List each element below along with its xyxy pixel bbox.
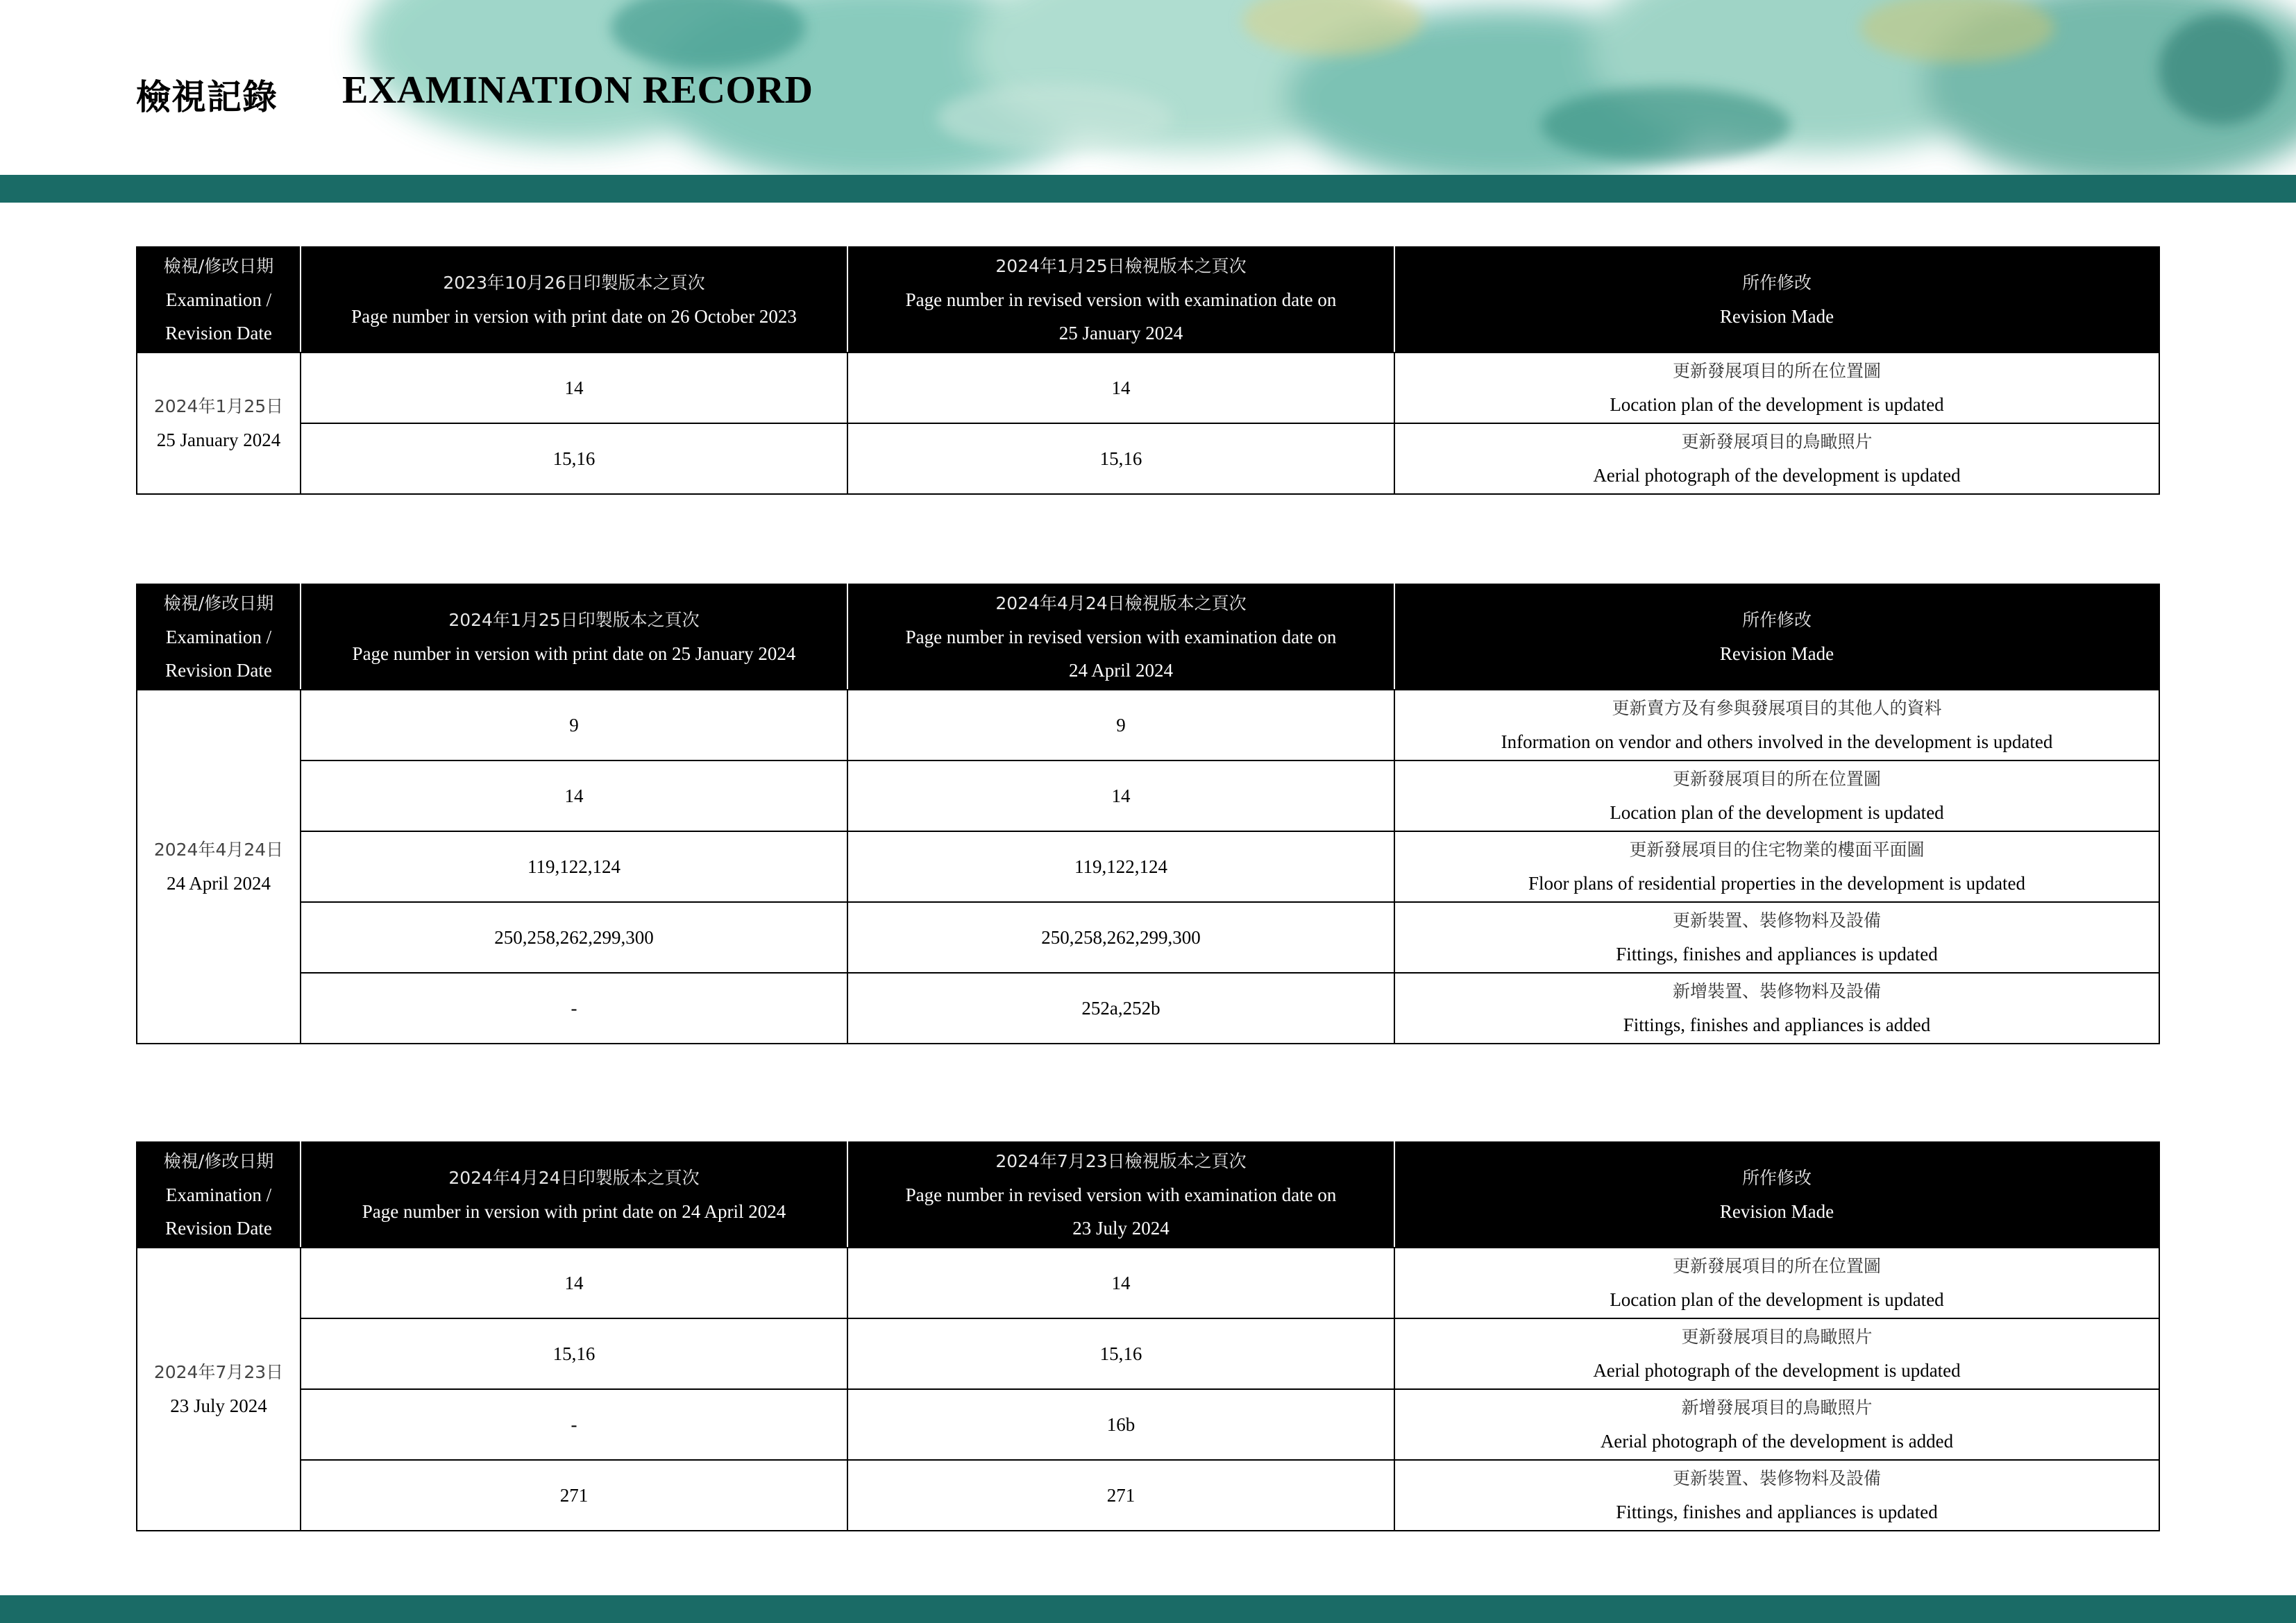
header-new-page: 2024年7月23日檢視版本之頁次 Page number in revised version with examination date on 23 July 2024: [847, 1142, 1394, 1248]
page-title-zh: 檢視記錄: [136, 77, 278, 117]
new-page-cell: 15,16: [847, 423, 1394, 494]
table-row: [137, 1248, 2159, 1318]
top-divider-bar: [0, 175, 2296, 203]
new-page-cell: 14: [847, 760, 1394, 831]
old-page-cell: 14: [301, 1248, 847, 1318]
new-page-cell: 15,16: [847, 1318, 1394, 1389]
new-page-cell: 119,122,124: [847, 831, 1394, 902]
examination-table-3: [136, 1141, 2160, 1531]
revision-date-cell: 2024年7月23日 23 July 2024: [137, 1248, 301, 1531]
old-page-cell: 9: [301, 690, 847, 760]
header-revision: 所作修改 Revision Made: [1394, 1142, 2159, 1248]
new-page-cell: 252a,252b: [847, 973, 1394, 1044]
table-header-row: [137, 1142, 2159, 1248]
table-row: [137, 423, 2159, 494]
new-page-cell: 250,258,262,299,300: [847, 902, 1394, 973]
table-row: [137, 760, 2159, 831]
table-row: [137, 690, 2159, 760]
old-page-cell: 14: [301, 352, 847, 423]
revision-cell: 更新發展項目的所在位置圖 Location plan of the development is updated: [1394, 760, 2159, 831]
new-page-cell: 14: [847, 352, 1394, 423]
revision-cell: 更新裝置、裝修物料及設備 Fittings, finishes and appliances is updated: [1394, 1460, 2159, 1531]
revision-cell: 新增發展項目的鳥瞰照片 Aerial photograph of the development is added: [1394, 1389, 2159, 1460]
revision-cell: 更新賣方及有參與發展項目的其他人的資料 Information on vendor and others involved in the development is updated: [1394, 690, 2159, 760]
header-old-page: 2023年10月26日印製版本之頁次 Page number in version with print date on 26 October 2023: [301, 247, 847, 352]
examination-table-1: [136, 246, 2160, 495]
table-header-row: [137, 584, 2159, 690]
old-page-cell: -: [301, 973, 847, 1044]
revision-cell: 更新發展項目的鳥瞰照片 Aerial photograph of the development is updated: [1394, 423, 2159, 494]
old-page-cell: -: [301, 1389, 847, 1460]
revision-cell: 更新發展項目的所在位置圖 Location plan of the development is updated: [1394, 352, 2159, 423]
revision-cell: 更新裝置、裝修物料及設備 Fittings, finishes and appliances is updated: [1394, 902, 2159, 973]
new-page-cell: 14: [847, 1248, 1394, 1318]
table-header-row: [137, 247, 2159, 352]
table-row: [137, 352, 2159, 423]
examination-table-2: [136, 584, 2160, 1044]
header-revision: 所作修改 Revision Made: [1394, 584, 2159, 690]
revision-cell: 新增裝置、裝修物料及設備 Fittings, finishes and appliances is added: [1394, 973, 2159, 1044]
header-date: 檢視/修改日期 Examination / Revision Date: [137, 584, 301, 690]
bottom-divider-bar: [0, 1595, 2296, 1623]
new-page-cell: 16b: [847, 1389, 1394, 1460]
old-page-cell: 15,16: [301, 1318, 847, 1389]
old-page-cell: 271: [301, 1460, 847, 1531]
header-revision: 所作修改 Revision Made: [1394, 247, 2159, 352]
table-row: [137, 831, 2159, 902]
header-old-page: 2024年4月24日印製版本之頁次 Page number in version with print date on 24 April 2024: [301, 1142, 847, 1248]
revision-cell: 更新發展項目的住宅物業的樓面平面圖 Floor plans of residential properties in the development is updated: [1394, 831, 2159, 902]
table-row: [137, 1389, 2159, 1460]
table-row: [137, 973, 2159, 1044]
header-date: 檢視/修改日期 Examination / Revision Date: [137, 247, 301, 352]
table-row: [137, 902, 2159, 973]
revision-date-cell: 2024年1月25日 25 January 2024: [137, 352, 301, 494]
header-old-page: 2024年1月25日印製版本之頁次 Page number in version with print date on 25 January 2024: [301, 584, 847, 690]
old-page-cell: 119,122,124: [301, 831, 847, 902]
revision-cell: 更新發展項目的所在位置圖 Location plan of the development is updated: [1394, 1248, 2159, 1318]
header-new-page: 2024年4月24日檢視版本之頁次 Page number in revised version with examination date on 24 April 2024: [847, 584, 1394, 690]
header-new-page: 2024年1月25日檢視版本之頁次 Page number in revised version with examination date on 25 January 2024: [847, 247, 1394, 352]
table-row: [137, 1318, 2159, 1389]
page-title-en: EXAMINATION RECORD: [342, 69, 813, 112]
old-page-cell: 250,258,262,299,300: [301, 902, 847, 973]
new-page-cell: 9: [847, 690, 1394, 760]
old-page-cell: 15,16: [301, 423, 847, 494]
new-page-cell: 271: [847, 1460, 1394, 1531]
table-row: [137, 1460, 2159, 1531]
old-page-cell: 14: [301, 760, 847, 831]
revision-cell: 更新發展項目的鳥瞰照片 Aerial photograph of the development is updated: [1394, 1318, 2159, 1389]
revision-date-cell: 2024年4月24日 24 April 2024: [137, 690, 301, 1044]
header-date: 檢視/修改日期 Examination / Revision Date: [137, 1142, 301, 1248]
